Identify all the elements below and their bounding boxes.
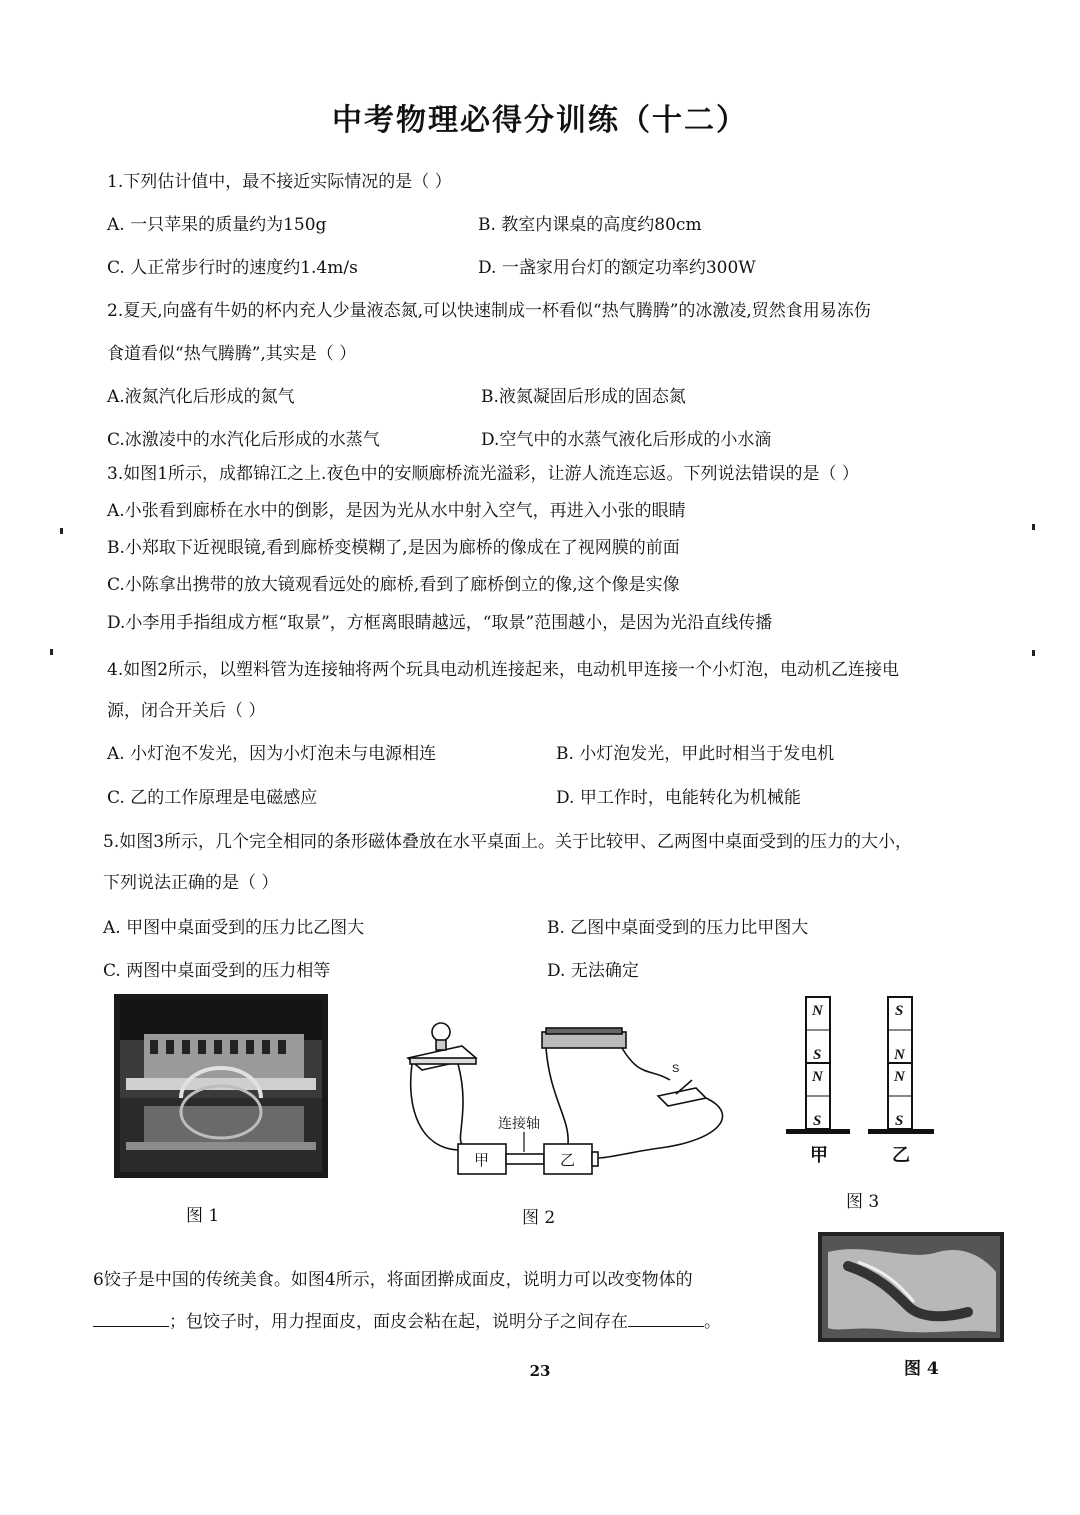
q4-option-b: B. 小灯泡发光，甲此时相当于发电机 <box>556 744 835 764</box>
fig3-left-pole-4: S <box>813 1113 822 1129</box>
page-title: 中考物理必得分训练（十二） <box>332 103 748 138</box>
figure3-stacked-magnets <box>782 995 942 1173</box>
q6-line1: 6饺子是中国的传统美食。如图4所示，将面团擀成面皮，说明力可以改变物体的 <box>93 1270 693 1290</box>
fig3-right-label: 乙 <box>892 1145 910 1166</box>
q1-stem: 1.下列估计值中，最不接近实际情况的是（ ） <box>107 172 452 192</box>
q5-stem-line1: 5.如图3所示，几个完全相同的条形磁体叠放在水平桌面上。关于比较甲、乙两图中桌面受到的压力的大小， <box>103 832 913 852</box>
q2-option-d: D.空气中的水蒸气液化后形成的小水滴 <box>481 430 772 450</box>
q3-stem: 3.如图1所示，成都锦江之上.夜色中的安顺廊桥流光溢彩，让游人流连忘返。下列说法错误的是（ ） <box>107 464 859 484</box>
fig3-left-pole-1: N <box>812 1003 823 1019</box>
q2-option-c: C.冰激凌中的水汽化后形成的水蒸气 <box>107 430 380 450</box>
q6-blank-1[interactable] <box>93 1310 169 1327</box>
q5-option-d: D. 无法确定 <box>547 961 639 981</box>
q1-option-b: B. 教室内课桌的高度约80cm <box>478 215 702 235</box>
fig3-right-pole-4: S <box>895 1113 904 1129</box>
figure1-caption: 图 1 <box>186 1206 220 1226</box>
q1-option-d: D. 一盏家用台灯的额定功率约300W <box>478 258 756 278</box>
q2-option-b: B.液氮凝固后形成的固态氮 <box>481 387 686 407</box>
q5-stem-line2: 下列说法正确的是（ ） <box>103 873 279 893</box>
q6-line2-end: 。 <box>704 1312 721 1332</box>
scan-speck <box>50 649 53 655</box>
q2-option-a: A.液氮汽化后形成的氮气 <box>107 387 295 407</box>
q2-stem-line2: 食道看似“热气腾腾”,其实是（ ） <box>107 344 357 364</box>
figure3-caption: 图 3 <box>846 1192 880 1212</box>
q3-option-a: A.小张看到廊桥在水中的倒影，是因为光从水中射入空气，再进入小张的眼睛 <box>107 501 686 521</box>
fig3-right-pole-2: N <box>894 1047 905 1063</box>
figure2-axle-label: 连接轴 <box>498 1116 540 1132</box>
scan-speck <box>1032 524 1035 530</box>
q2-stem-line1: 2.夏天,向盛有牛奶的杯内充人少量液态氮,可以快速制成一杯看似“热气腾腾”的冰激凌,贸然食用易冻伤 <box>107 301 871 321</box>
q1-option-a: A. 一只苹果的质量约为150g <box>107 215 327 235</box>
q4-stem-line2: 源，闭合开关后（ ） <box>107 701 266 721</box>
fig3-left-pole-2: S <box>813 1047 822 1063</box>
figure4-dough-photo <box>818 1232 1004 1342</box>
figure2-motor-circuit <box>400 1018 740 1180</box>
figure2-caption: 图 2 <box>522 1208 556 1228</box>
fig3-right-pole-1: S <box>895 1003 904 1019</box>
q1-option-c: C. 人正常步行时的速度约1.4m/s <box>107 258 358 278</box>
q4-stem-line1: 4.如图2所示，以塑料管为连接轴将两个玩具电动机连接起来，电动机甲连接一个小灯泡，电动机乙连接电 <box>107 660 900 680</box>
q4-option-c: C. 乙的工作原理是电磁感应 <box>107 788 318 808</box>
fig3-left-label: 甲 <box>810 1145 828 1166</box>
q5-option-a: A. 甲图中桌面受到的压力比乙图大 <box>103 918 365 938</box>
q6-blank-2[interactable] <box>628 1310 704 1327</box>
figure2-motor-b-label: 乙 <box>560 1151 576 1169</box>
scan-speck <box>60 528 63 534</box>
q5-option-b: B. 乙图中桌面受到的压力比甲图大 <box>547 918 809 938</box>
fig3-right-pole-3: N <box>894 1069 905 1085</box>
q3-option-b: B.小郑取下近视眼镜,看到廊桥变模糊了,是因为廊桥的像成在了视网膜的前面 <box>107 538 680 558</box>
page-number: 23 <box>529 1362 551 1380</box>
q3-option-d: D.小李用手指组成方框“取景”，方框离眼睛越远，“取景”范围越小，是因为光沿直线传播 <box>107 613 773 633</box>
q6-line2-text: ；包饺子时，用力捏面皮，面皮会粘在起，说明分子之间存在 <box>169 1312 628 1332</box>
q6-line2 <box>93 1310 721 1334</box>
q4-option-a: A. 小灯泡不发光，因为小灯泡未与电源相连 <box>107 744 437 764</box>
q3-option-c: C.小陈拿出携带的放大镜观看远处的廊桥,看到了廊桥倒立的像,这个像是实像 <box>107 575 680 595</box>
figure1-bridge-photo <box>114 994 328 1178</box>
q5-option-c: C. 两图中桌面受到的压力相等 <box>103 961 331 981</box>
figure4-caption: 图 4 <box>904 1359 939 1379</box>
scan-speck <box>1032 650 1035 656</box>
figure2-motor-a-label: 甲 <box>474 1151 490 1169</box>
q4-option-d: D. 甲工作时，电能转化为机械能 <box>556 788 801 808</box>
figure2-switch-label: S <box>672 1063 680 1075</box>
fig3-left-pole-3: N <box>812 1069 823 1085</box>
